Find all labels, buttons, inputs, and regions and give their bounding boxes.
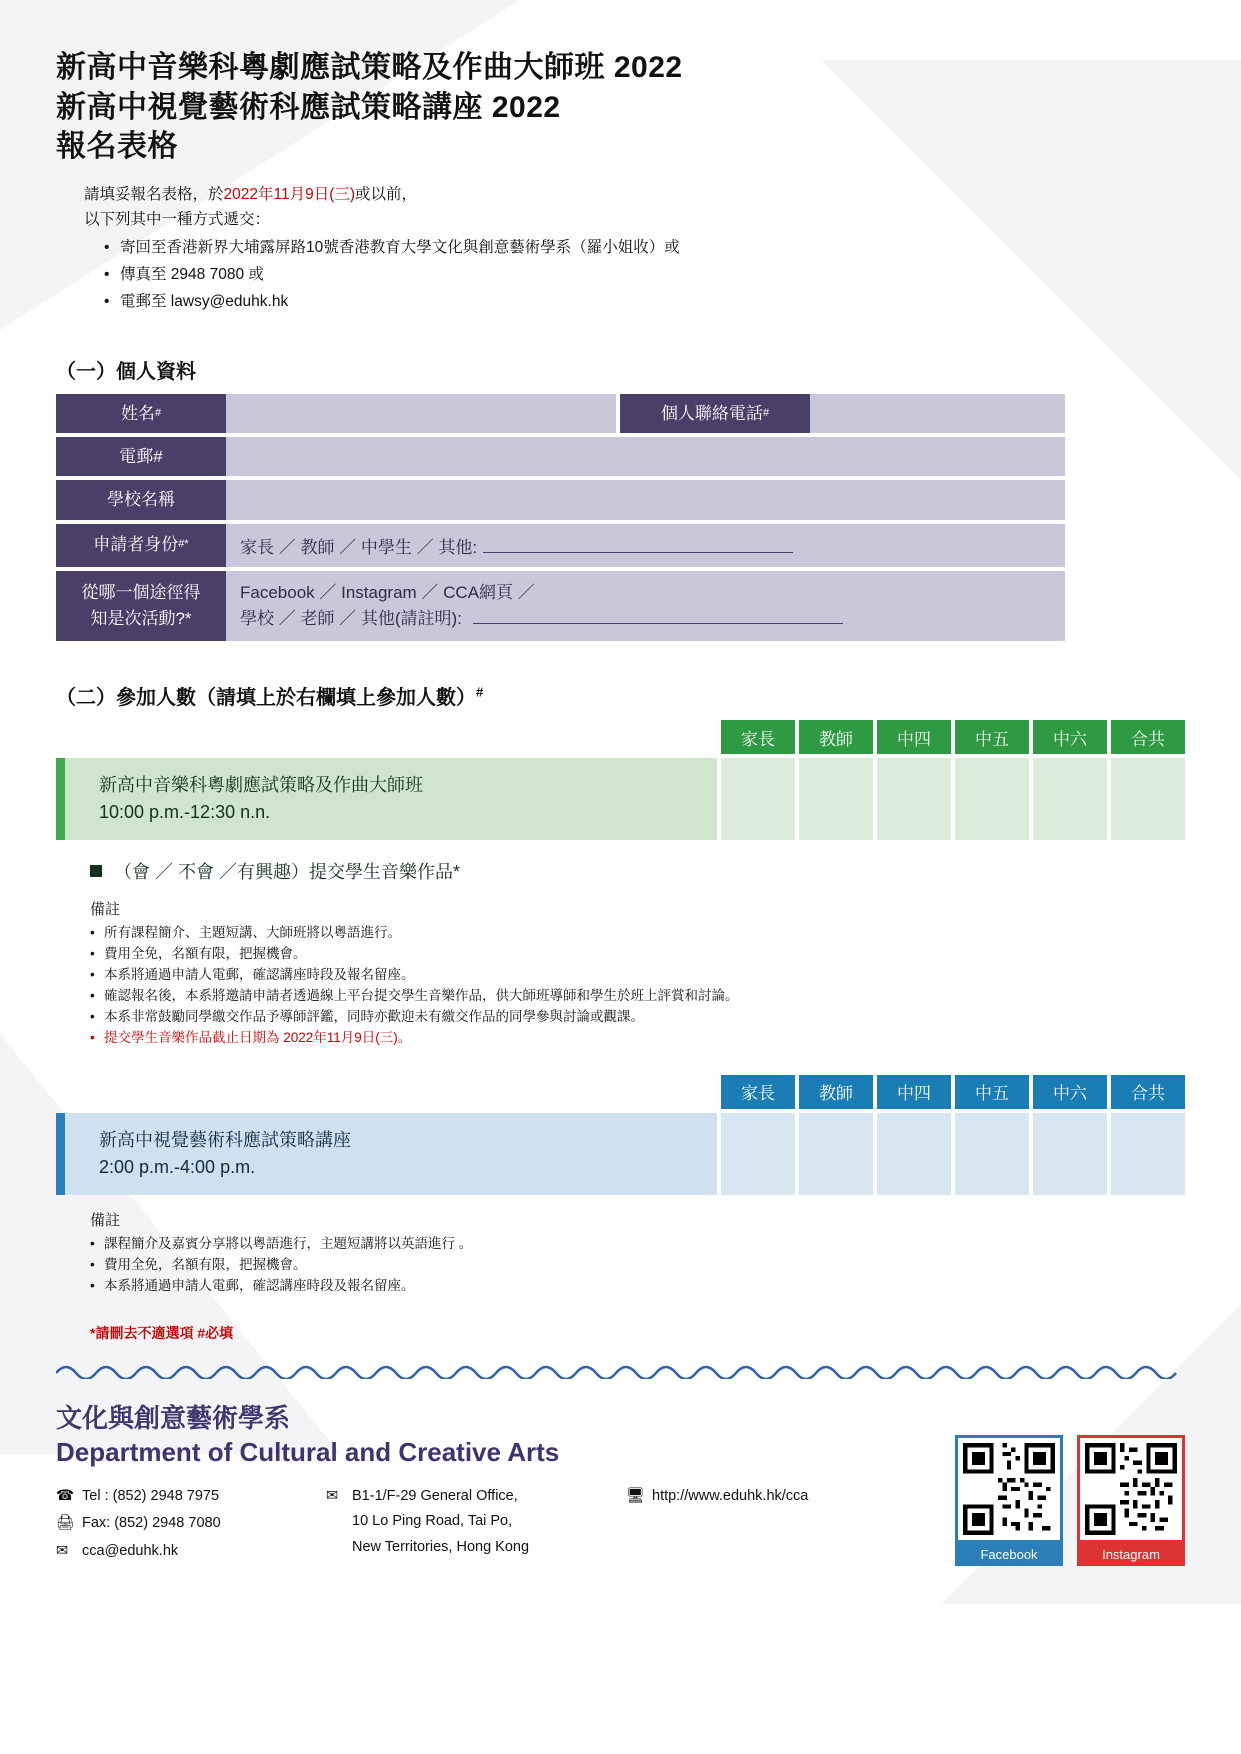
list-item: • 費用全免，名額有限，把握機會。 xyxy=(90,1255,1185,1276)
music-count-s5[interactable] xyxy=(955,758,1029,840)
visual-count-header xyxy=(56,1075,1185,1109)
visual-count-total[interactable] xyxy=(1111,1113,1185,1195)
music-course-name xyxy=(56,758,717,840)
column-header-s6: 中六 xyxy=(1033,720,1107,754)
visual-row xyxy=(56,1113,1185,1195)
department-name-chinese: 文化與創意藝術學系 xyxy=(56,1403,291,1433)
column-header-teacher: 教師 xyxy=(799,1075,873,1109)
music-course-time: 10:00 p.m.-12:30 n.n. xyxy=(99,802,271,823)
visual-course-time: 2:00 p.m.-4:00 p.m. xyxy=(99,1156,256,1177)
visual-count-table xyxy=(56,1075,1185,1195)
contact-tel-text: Tel : (852) 2948 7975 xyxy=(82,1488,220,1504)
visual-notes xyxy=(90,1209,1185,1297)
column-header-teacher: 教師 xyxy=(799,720,873,754)
contact-fax-text: Fax: (852) 2948 7080 xyxy=(82,1515,221,1532)
contact-tel xyxy=(56,1484,326,1509)
address-line-3: New Territories, Hong Kong xyxy=(352,1538,530,1555)
qr-caption-instagram: Instagram xyxy=(1077,1543,1185,1566)
visual-count-teacher[interactable] xyxy=(799,1113,873,1195)
instruction-lead-part1: 請填妥報名表格，於 xyxy=(84,185,224,203)
contact-column-left xyxy=(56,1484,326,1566)
mail-icon: ✉ xyxy=(326,1488,339,1504)
music-notes xyxy=(90,898,1185,1049)
list-item: • 寄回至香港新界大埔露屏路10號香港教育大學文化與創意藝術學系（羅小姐收）或 xyxy=(104,236,1185,261)
music-count-header xyxy=(56,720,1185,754)
source-label xyxy=(56,571,226,642)
column-header-s4: 中四 xyxy=(877,720,951,754)
phone-icon: ☎ xyxy=(56,1488,75,1504)
qr-codes xyxy=(955,1435,1185,1566)
qr-box-instagram xyxy=(1077,1435,1185,1543)
music-count-total[interactable] xyxy=(1111,758,1185,840)
visual-count-s5[interactable] xyxy=(955,1113,1029,1195)
music-submission-option-text: （會 ／ 不會 ／有興趣）提交學生音樂作品* xyxy=(114,862,461,883)
envelope-icon: ✉ xyxy=(56,1542,69,1559)
identity-options[interactable] xyxy=(226,524,1065,567)
contact-website xyxy=(626,1484,916,1509)
source-label-line1: 從哪一個途徑得 xyxy=(81,582,201,602)
submission-instructions xyxy=(84,183,1185,315)
list-item: • 本系將通過申請人電郵，確認講座時段及報名留座。 xyxy=(90,965,1185,986)
music-count-s6[interactable] xyxy=(1033,758,1107,840)
submission-method-list xyxy=(84,236,1185,314)
instagram-qr-icon xyxy=(1085,1443,1177,1535)
visual-count-parent[interactable] xyxy=(721,1113,795,1195)
music-course-title: 新高中音樂科粵劇應試策略及作曲大師班 xyxy=(99,775,423,796)
facebook-qr-icon xyxy=(963,1443,1055,1535)
list-item-deadline: • 提交學生音樂作品截止日期為 2022年11月9日(三)。 xyxy=(90,1028,1185,1049)
phone-required-mark: # xyxy=(762,406,770,419)
column-header-s4: 中四 xyxy=(877,1075,951,1109)
qr-box-facebook xyxy=(955,1435,1063,1543)
contact-column-address xyxy=(326,1484,626,1562)
visual-count-s6[interactable] xyxy=(1033,1113,1107,1195)
page-title xyxy=(56,48,1185,167)
monitor-icon: 🖥 xyxy=(626,1488,645,1504)
source-options-line1: Facebook ／ Instagram ／ CCA網頁 ／ xyxy=(240,582,535,602)
title-line-1: 新高中音樂科粵劇應試策略及作曲大師班 2022 xyxy=(56,51,683,84)
section-2-required-mark: # xyxy=(476,684,484,700)
source-label-line2: 知是次活動?* xyxy=(90,608,192,628)
music-notes-heading: 備註 xyxy=(90,901,121,919)
form-row-identity xyxy=(56,524,1065,567)
music-count-teacher[interactable] xyxy=(799,758,873,840)
deadline-date: 2022年11月9日(三) xyxy=(223,185,356,203)
wave-divider xyxy=(56,1361,1186,1379)
source-other-blank[interactable] xyxy=(473,608,843,624)
phone-input[interactable] xyxy=(810,394,1065,433)
visual-notes-list xyxy=(90,1234,1185,1297)
page-footer xyxy=(0,1398,1241,1566)
title-line-3: 報名表格 xyxy=(56,130,178,164)
printer-icon: 🖨 xyxy=(56,1515,75,1532)
list-item: • 傳真至 2948 7080 或 xyxy=(104,263,1185,288)
email-label: 電郵# xyxy=(56,437,226,476)
email-input[interactable] xyxy=(226,437,1065,476)
address-line-2: 10 Lo Ping Road, Tai Po, xyxy=(352,1513,513,1530)
section-1-heading: （一）個人資料 xyxy=(56,360,196,383)
name-input[interactable] xyxy=(226,394,616,433)
list-item: • 費用全免，名額有限，把握機會。 xyxy=(90,944,1185,965)
school-input[interactable] xyxy=(226,480,1065,519)
form-row-name-tel xyxy=(56,394,1065,433)
form-row-email xyxy=(56,437,1065,476)
instruction-lead xyxy=(84,183,1185,208)
list-item: • 課程簡介及嘉賓分享將以粵語進行，主題短講將以英語進行 。 xyxy=(90,1234,1185,1255)
contact-column-website xyxy=(626,1484,916,1511)
music-notes-list xyxy=(90,923,1185,1049)
school-label: 學校名稱 xyxy=(56,480,226,519)
contact-fax xyxy=(56,1511,326,1536)
personal-info-form xyxy=(56,394,1065,641)
contact-email xyxy=(56,1539,326,1564)
visual-count-s4[interactable] xyxy=(877,1113,951,1195)
contact-address xyxy=(326,1484,626,1560)
source-options[interactable] xyxy=(226,571,1065,642)
music-row xyxy=(56,758,1185,840)
column-header-s5: 中五 xyxy=(955,1075,1029,1109)
column-header-total: 合共 xyxy=(1111,1075,1185,1109)
list-item: • 確認報名後，本系將邀請申請者透過線上平台提交學生音樂作品，供大師班導師和學生於班上評賞和討論。 xyxy=(90,986,1185,1007)
contact-email-text[interactable]: cca@eduhk.hk xyxy=(82,1542,179,1559)
name-required-mark: # xyxy=(154,406,162,419)
section-2-heading: （二）參加人數（請填上於右欄填上參加人數）# xyxy=(56,684,484,710)
column-header-s5: 中五 xyxy=(955,720,1029,754)
source-options-line2 xyxy=(240,606,843,632)
music-submission-option[interactable] xyxy=(90,858,1185,884)
music-count-parent[interactable] xyxy=(721,758,795,840)
form-row-source xyxy=(56,571,1065,642)
identity-required-mark: #* xyxy=(178,538,189,551)
title-line-2: 新高中視覺藝術科應試策略講座 2022 xyxy=(56,90,561,124)
form-legend: *請刪去不適選項 #必填 xyxy=(90,1325,234,1341)
instruction-lead-part2: 或以前， xyxy=(355,185,418,203)
column-header-parent: 家長 xyxy=(721,1075,795,1109)
form-row-school xyxy=(56,480,1065,519)
source-options-line2-text: 學校 ／ 老師 ／ 其他(請註明): xyxy=(240,608,462,628)
identity-options-text: 家長 ／ 教師 ／ 中學生 ／ 其他: xyxy=(240,537,478,557)
address-line-1: B1-1/F-29 General Office, xyxy=(352,1488,518,1504)
instruction-lead-2: 以下列其中一種方式遞交： xyxy=(84,210,271,228)
visual-notes-heading: 備註 xyxy=(90,1211,121,1229)
list-item: • 所有課程簡介、主題短講、大師班將以粵語進行。 xyxy=(90,923,1185,944)
music-count-s4[interactable] xyxy=(877,758,951,840)
list-item: • 本系非常鼓勵同學繳交作品予導師評鑑，同時亦歡迎未有繳交作品的同學參與討論或觀課。 xyxy=(90,1007,1185,1028)
qr-card-instagram[interactable] xyxy=(1077,1435,1185,1566)
website-url[interactable]: http://www.eduhk.hk/cca xyxy=(652,1488,809,1504)
column-header-s6: 中六 xyxy=(1033,1075,1107,1109)
name-label: 姓名 # xyxy=(56,394,226,433)
list-item: • 本系將通過申請人電郵，確認講座時段及報名留座。 xyxy=(90,1276,1185,1297)
identity-other-blank[interactable] xyxy=(483,537,793,553)
square-bullet-icon xyxy=(90,865,102,877)
identity-label: 申請者身份 #* xyxy=(56,524,226,567)
qr-caption-facebook: Facebook xyxy=(955,1543,1063,1566)
music-count-table xyxy=(56,720,1185,840)
visual-course-name xyxy=(56,1113,717,1195)
department-name-english: Department of Cultural and Creative Arts xyxy=(56,1437,560,1467)
list-item: • 電郵至 lawsy@eduhk.hk xyxy=(104,290,1185,315)
phone-label: 個人聯絡電話 # xyxy=(620,394,810,433)
column-header-parent: 家長 xyxy=(721,720,795,754)
qr-card-facebook[interactable] xyxy=(955,1435,1063,1566)
column-header-total: 合共 xyxy=(1111,720,1185,754)
visual-course-title: 新高中視覺藝術科應試策略講座 xyxy=(99,1129,351,1150)
